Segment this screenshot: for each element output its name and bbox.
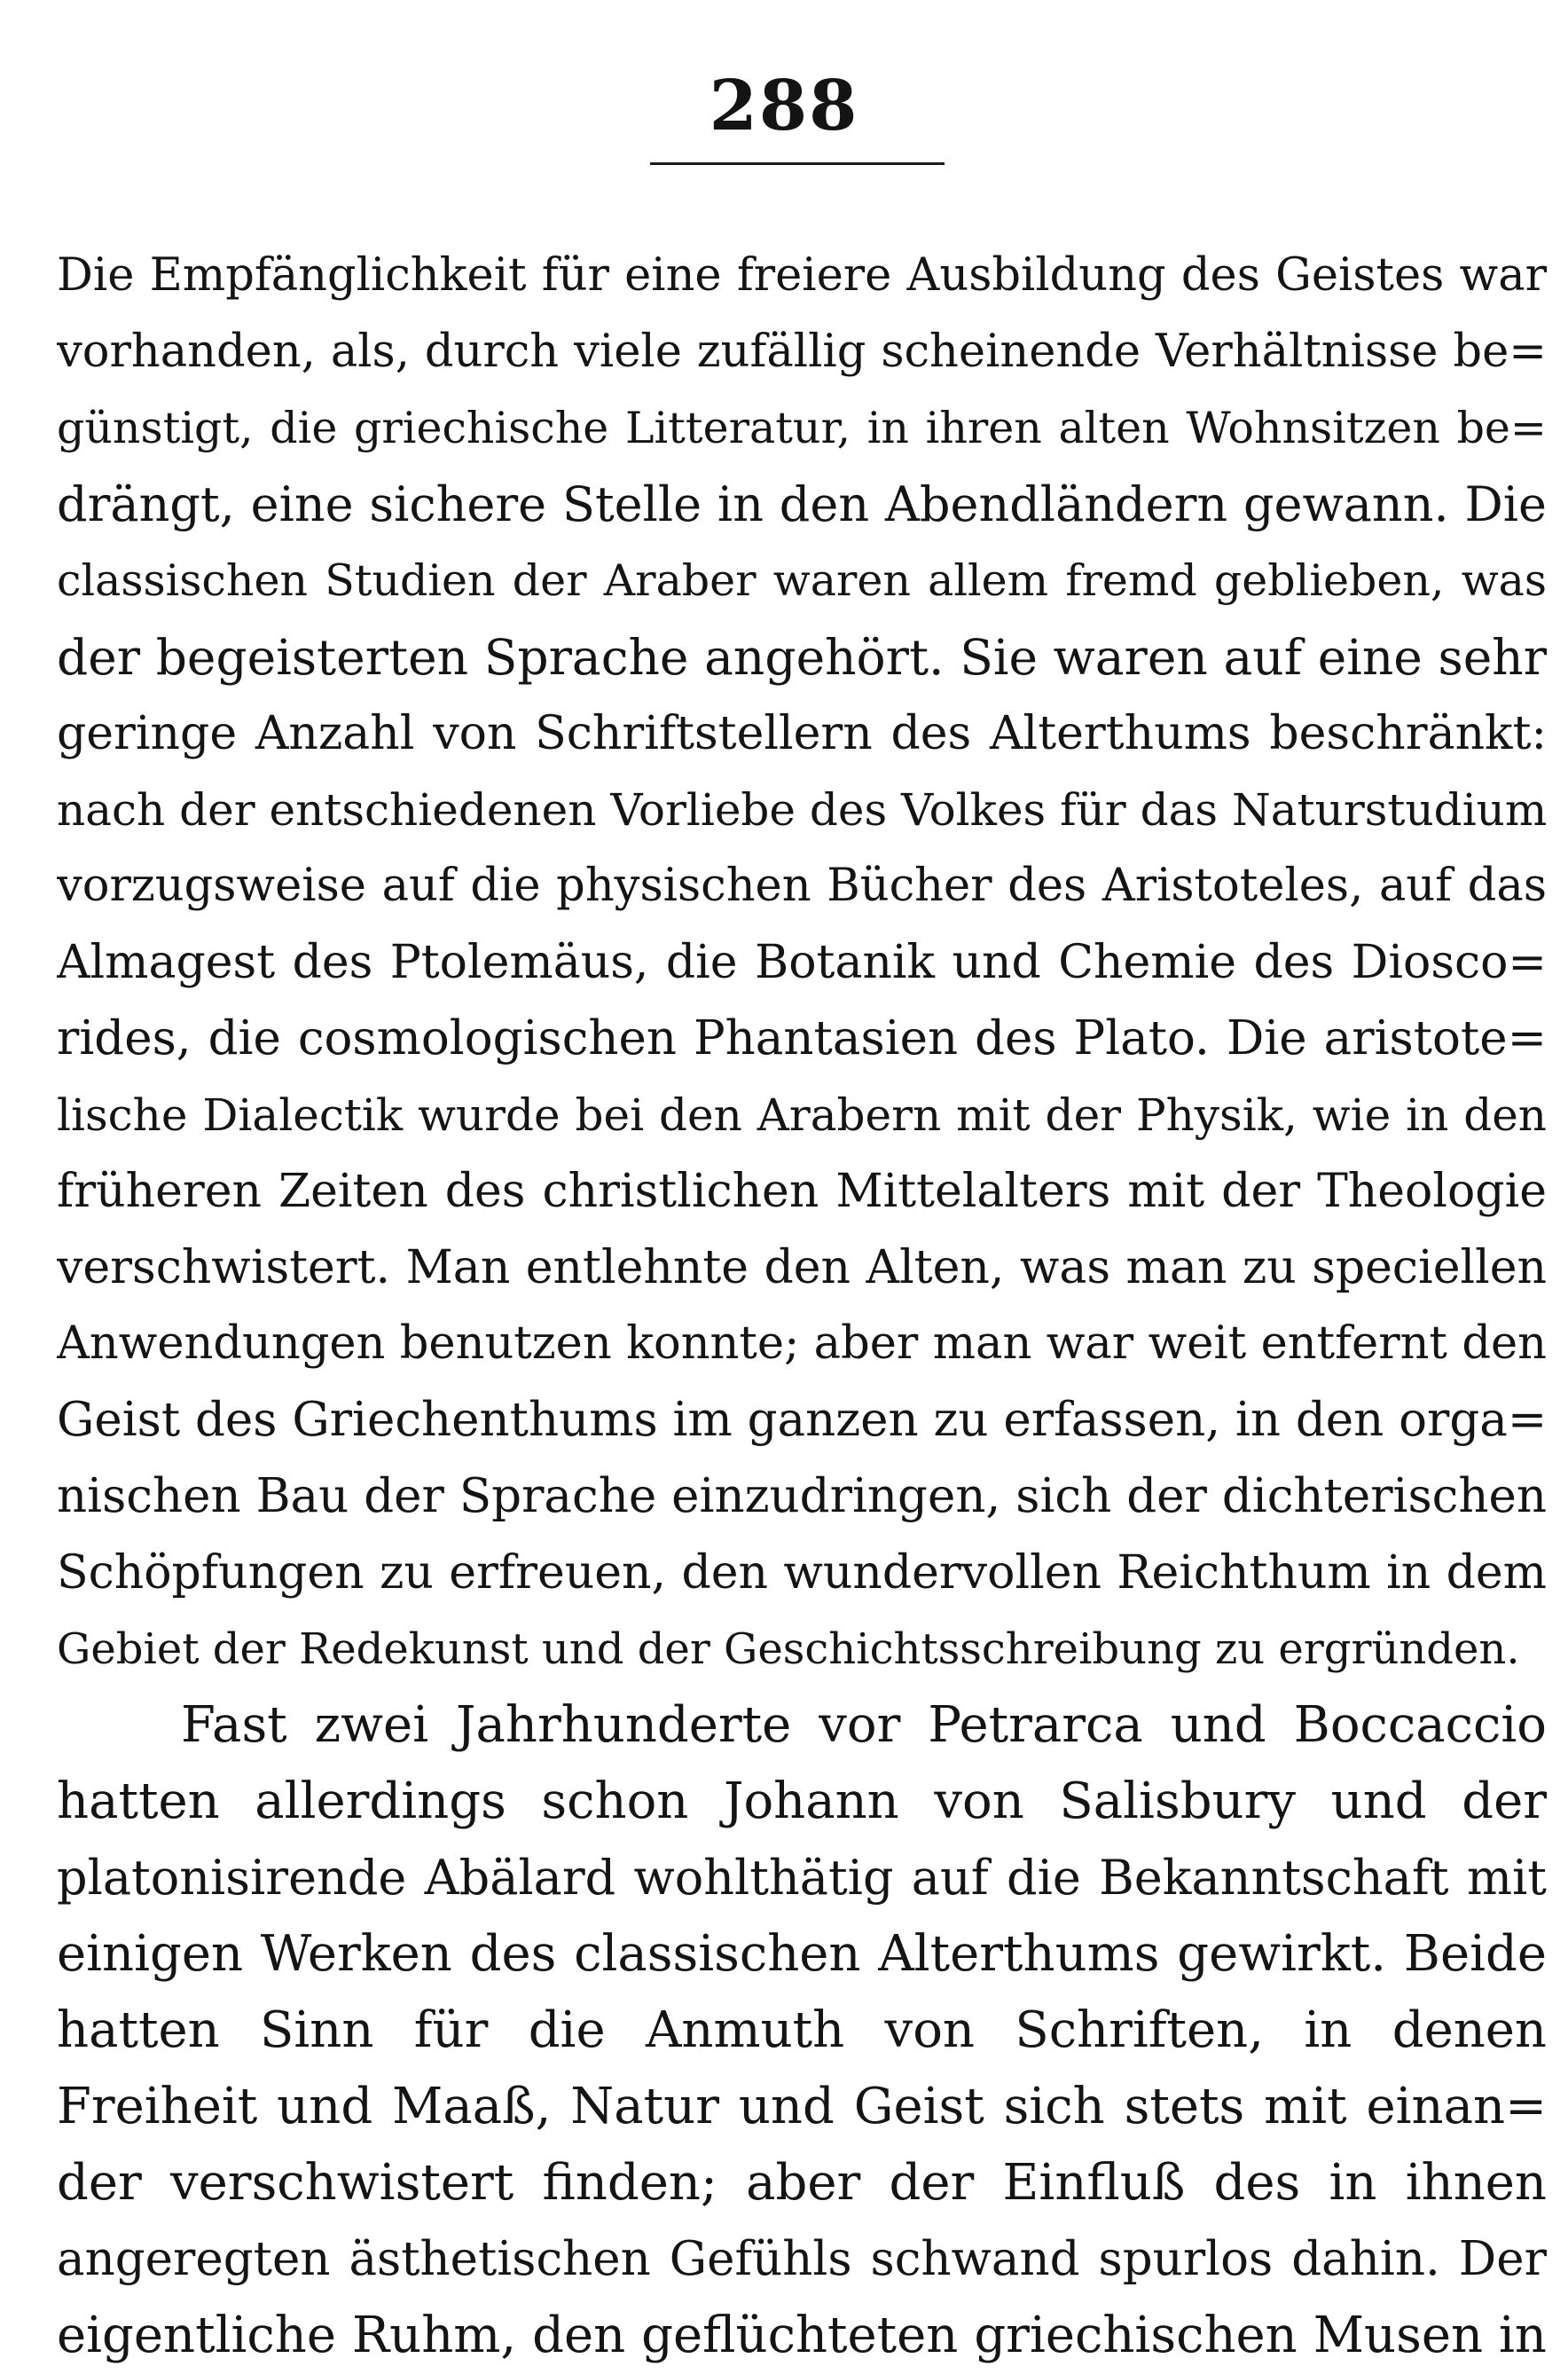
text-line: nischen Bau der Sprache einzudringen, sich der dichterischen <box>57 1469 1547 1523</box>
paragraph-1 <box>57 238 1547 1687</box>
text-line: Gebiet der Redekunst und der Geschichtsschreibung zu ergründen. <box>57 1624 1520 1674</box>
text-line: hatten Sinn für die Anmuth von Schriften, in denen <box>57 2001 1547 2059</box>
body-text <box>57 238 1547 2374</box>
text-line: einigen Werken des classischen Alterthums gewirkt. Beide <box>57 1925 1547 1983</box>
text-line: Geist des Griechenthums im ganzen zu erfassen, in den orga= <box>57 1393 1547 1447</box>
text-line: Almagest des Ptolemäus, die Botanik und Chemie des Diosco= <box>57 936 1547 989</box>
text-line: drängt, eine sichere Stelle in den Abendländern gewann. Die <box>57 476 1547 532</box>
text-line: günstigt, die griechische Litteratur, in ihren alten Wohnsitzen be= <box>57 403 1547 453</box>
text-line: Schöpfungen zu erfreuen, den wundervollen Reichthum in dem <box>57 1546 1547 1600</box>
text-line: der verschwistert finden; aber der Einfluß des in ihnen <box>57 2154 1547 2212</box>
text-line: der begeisterten Sprache angehört. Sie waren auf eine sehr <box>57 629 1547 686</box>
text-line: Freiheit und Maaß, Natur und Geist sich stets mit einan= <box>57 2078 1547 2135</box>
text-line: angeregten ästhetischen Gefühls schwand spurlos dahin. Der <box>57 2232 1547 2286</box>
header-rule <box>650 162 945 165</box>
text-line: classischen Studien der Araber waren allem fremd geblieben, was <box>57 555 1547 606</box>
paragraph-2 <box>57 1687 1547 2374</box>
text-line: geringe Anzahl von Schriftstellern des Alterthums beschränkt: <box>57 707 1547 760</box>
text-line: Anwendungen benutzen konnte; aber man war weit entfernt den <box>57 1317 1547 1370</box>
text-line: rides, die cosmologischen Phantasien des Plato. Die aristote= <box>57 1011 1547 1065</box>
text-line: verschwistert. Man entlehnte den Alten, was man zu speciellen <box>57 1241 1547 1294</box>
text-line: vorhanden, als, durch viele zufällig scheinende Verhältnisse be= <box>57 326 1547 378</box>
text-line: Fast zwei Jahrhunderte vor Petrarca und Boccaccio <box>181 1696 1547 1754</box>
page-number: 288 <box>709 66 859 146</box>
text-line: hatten allerdings schon Johann von Salisbury und der <box>57 1773 1547 1830</box>
text-line: vorzugsweise auf die physischen Bücher des Aristoteles, auf das <box>57 860 1547 912</box>
text-line: früheren Zeiten des christlichen Mittelalters mit der Theologie <box>57 1165 1547 1218</box>
text-line: platonisirende Abälard wohlthätig auf die Bekanntschaft mit <box>57 1850 1547 1906</box>
text-line: lische Dialectik wurde bei den Arabern mit der Physik, wie in den <box>57 1089 1547 1141</box>
text-line: nach der entschiedenen Vorliebe des Volkes für das Naturstudium <box>57 784 1547 836</box>
text-line: eigentliche Ruhm, den geflüchteten griechischen Musen in <box>57 2307 1547 2364</box>
text-line: Die Empfänglichkeit für eine freiere Ausbildung des Geistes war <box>57 249 1547 302</box>
